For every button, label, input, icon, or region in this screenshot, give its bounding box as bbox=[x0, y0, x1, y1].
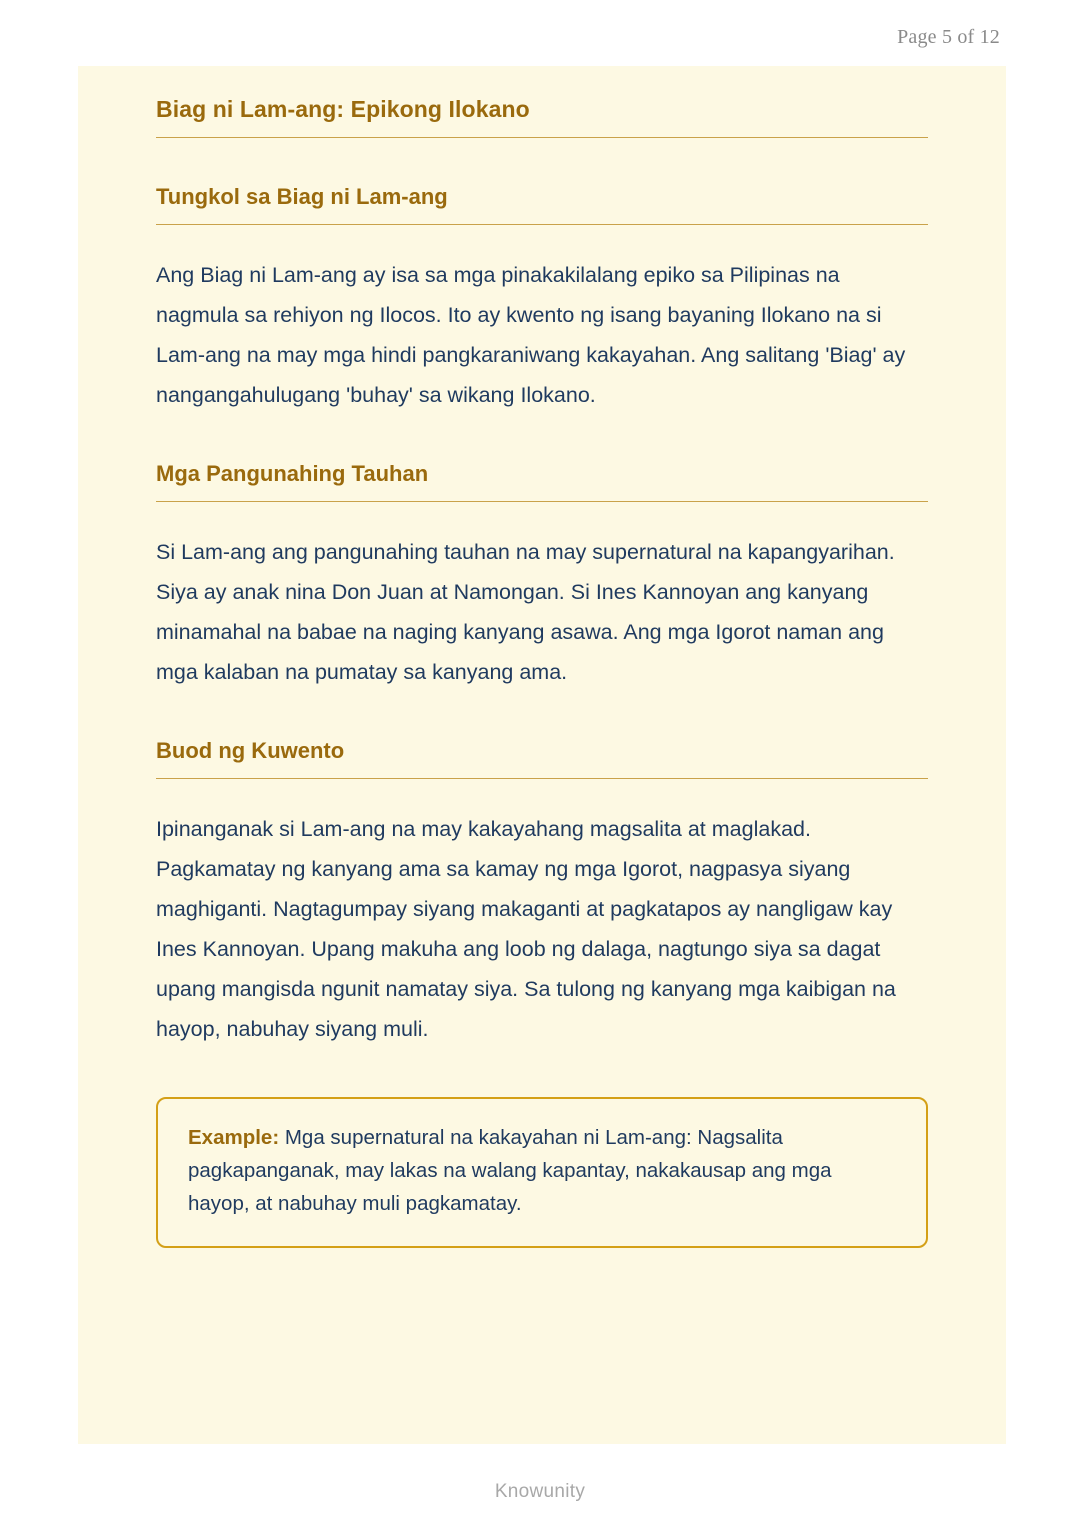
section-heading-2: Mga Pangunahing Tauhan bbox=[156, 461, 429, 486]
section-heading-1: Tungkol sa Biag ni Lam-ang bbox=[156, 184, 448, 209]
document-sheet bbox=[78, 66, 1006, 1444]
example-callout bbox=[156, 1097, 928, 1248]
title-divider bbox=[156, 137, 928, 138]
example-text bbox=[188, 1121, 896, 1220]
example-body: Mga supernatural na kakayahan ni Lam-ang: Nagsalita pagkapanganak, may lakas na walang kapantay, nakakausap ang mga hayop, at nabuhay muli pagkamatay. bbox=[188, 1126, 832, 1215]
section-heading-3: Buod ng Kuwento bbox=[156, 738, 345, 763]
section-divider-3 bbox=[156, 778, 928, 779]
section-divider-1 bbox=[156, 224, 928, 225]
section-paragraph-2: Si Lam-ang ang pangunahing tauhan na may supernatural na kapangyarihan. Siya ay anak nina Don Juan at Namongan. Si Ines Kannoyan ang kanyang minamahal na babae na naging kanyang asawa. Ang mga Igorot naman ang mga kalaban na pumatay sa kanyang ama. bbox=[156, 540, 895, 684]
section-paragraph-3: Ipinanganak si Lam-ang na may kakayahang magsalita at maglakad. Pagkamatay ng kanyang ama sa kamay ng mga Igorot, nagpasya siyang maghiganti. Nagtagumpay siyang makaganti at pagkatapos ay nangligaw kay Ines Kannoyan. Upang makuha ang loob ng dalaga, nagtungo siya sa dagat upang mangisda ngunit namatay siya. Sa tulong ng kanyang mga kaibigan na hayop, nabuhay siyang muli. bbox=[156, 817, 896, 1041]
section-paragraph-1: Ang Biag ni Lam-ang ay isa sa mga pinakakilalang epiko sa Pilipinas na nagmula sa rehiyon ng Ilocos. Ito ay kwento ng isang bayaning Ilokano na si Lam-ang na may mga hindi pangkaraniwang kakayahan. Ang salitang 'Biag' ay nangangahulugang 'buhay' sa wikang Ilokano. bbox=[156, 263, 906, 407]
footer-brand: Knowunity bbox=[494, 1481, 586, 1502]
example-label: Example: bbox=[188, 1126, 280, 1149]
section-divider-2 bbox=[156, 501, 928, 502]
page-indicator: Page 5 of 12 bbox=[897, 26, 1000, 48]
document-content bbox=[78, 66, 1006, 1248]
page-title: Biag ni Lam-ang: Epikong Ilokano bbox=[156, 96, 530, 122]
